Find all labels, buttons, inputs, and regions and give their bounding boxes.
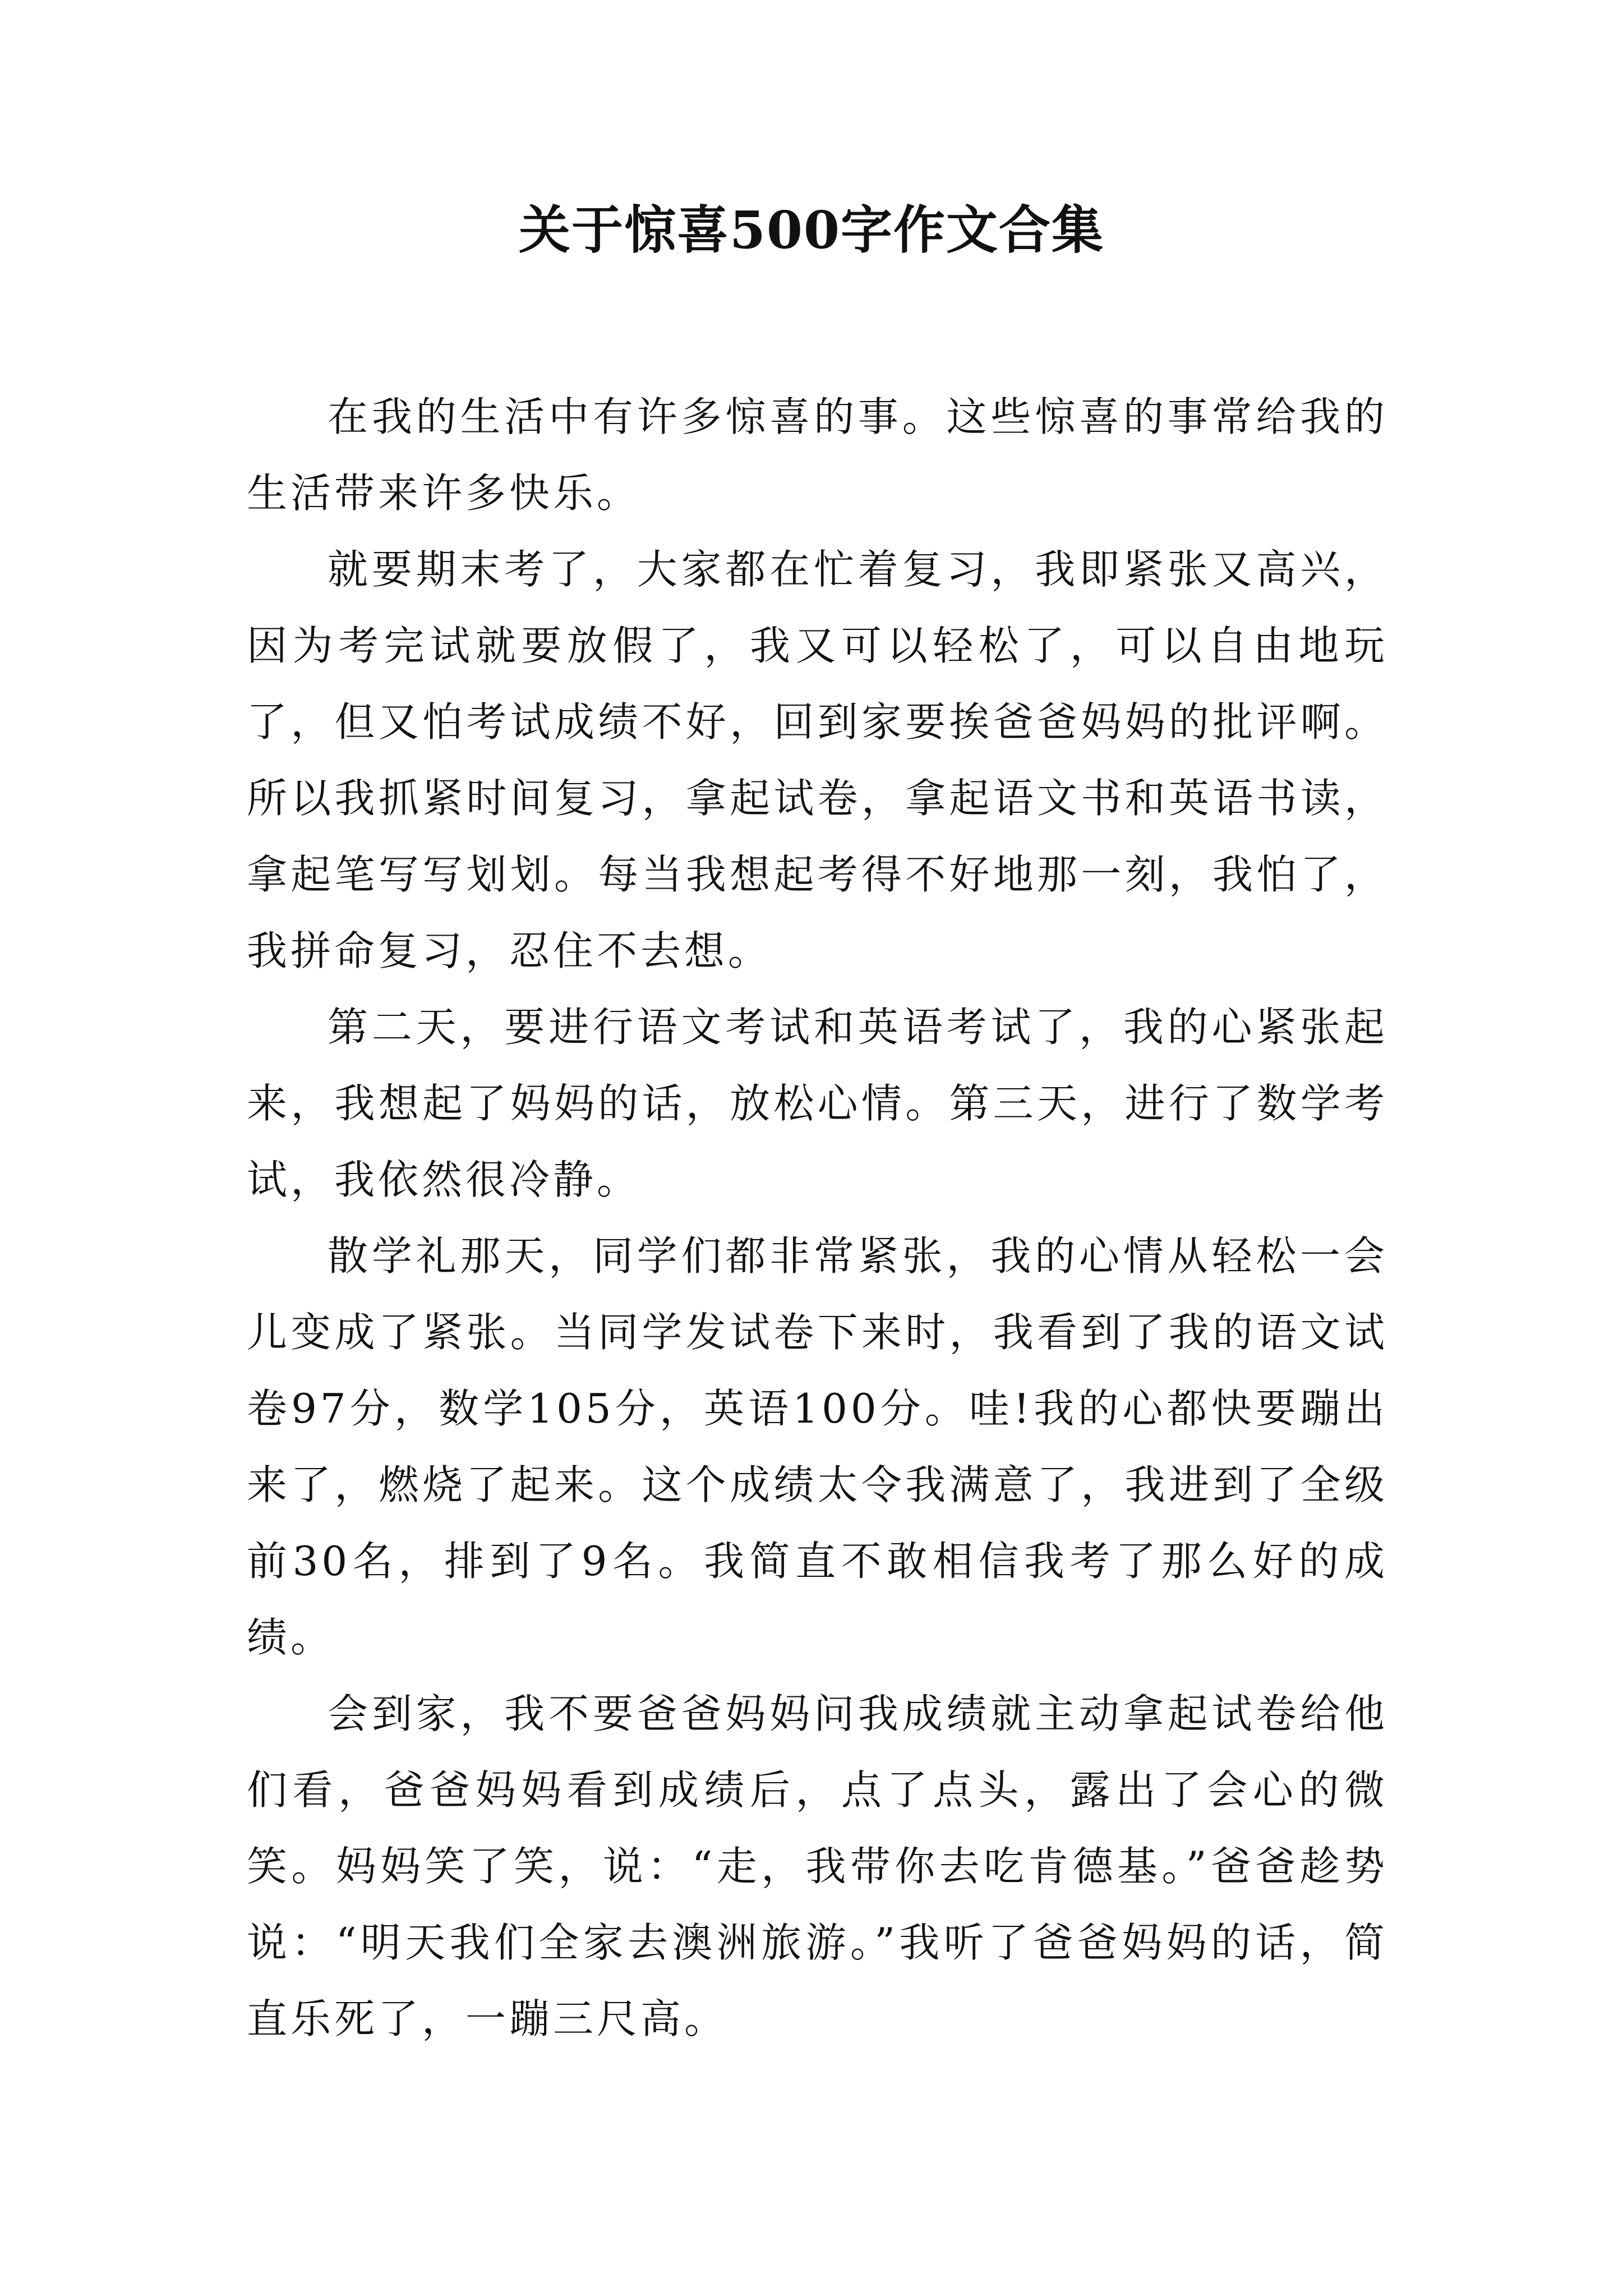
document-body xyxy=(247,379,1388,2057)
paragraph-5: 会到家，我不要爸爸妈妈问我成绩就主动拿起试卷给他们看，爸爸妈妈看到成绩后，点了点头，露出了会心的微笑。妈妈笑了笑，说：“走，我带你去吃肯德基。”爸爸趁势说：“明天我们全家去澳洲旅游。”我听了爸爸妈妈的话，简直乐死了，一蹦三尺高。 xyxy=(247,1690,1388,2042)
paragraph-4: 散学礼那天，同学们都非常紧张，我的心情从轻松一会儿变成了紧张。当同学发试卷下来时，我看到了我的语文试卷97分，数学105分，英语100分。哇!我的心都快要蹦出来了，燃烧了起来。这个成绩太令我满意了，我进到了全级前30名，排到了9名。我简直不敢相信我考了那么好的成绩。 xyxy=(247,1232,1388,1661)
paragraph-1: 在我的生活中有许多惊喜的事。这些惊喜的事常给我的生活带来许多快乐。 xyxy=(247,393,1388,517)
paragraph-3: 第二天，要进行语文考试和英语考试了，我的心紧张起来，我想起了妈妈的话，放松心情。第三天，进行了数学考试，我依然很冷静。 xyxy=(247,1004,1388,1203)
document-title: 关于惊喜500字作文合集 xyxy=(518,200,1105,260)
paragraph-2: 就要期末考了，大家都在忙着复习，我即紧张又高兴，因为考完试就要放假了，我又可以轻松了，可以自由地玩了，但又怕考试成绩不好，回到家要挨爸爸妈妈的批评啊。所以我抓紧时间复习，拿起试卷，拿起语文书和英语书读，拿起笔写写划划。每当我想起考得不好地那一刻，我怕了，我拼命复习，忍住不去想。 xyxy=(247,546,1388,974)
